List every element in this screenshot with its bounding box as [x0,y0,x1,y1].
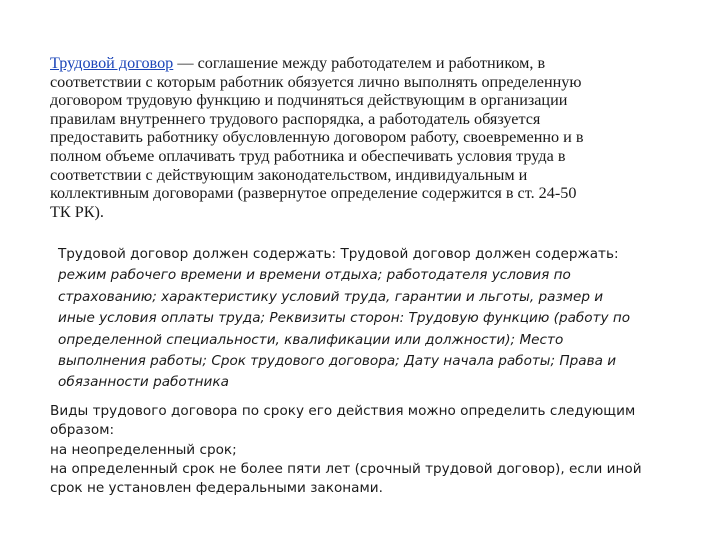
definition-line-4: правилам внутреннего трудового распорядка, а работодатель обязуется [50,109,541,128]
kinds-line-4: на определенный срок не более пяти лет (срочный трудовой договор), если иной [50,460,642,477]
contents-line-6: выполнения работы; Срок трудового договора; Дату начала работы; Права и [58,353,617,370]
definition-line-5: предоставить работнику обусловленную договором работу, своевременно и в [50,128,584,147]
definition-line-6: полном объеме оплачивать труд работника и обеспечивать условия труда в [50,146,566,165]
contract-kinds-paragraph [50,402,690,498]
kinds-line-1: Виды трудового договора по сроку его действия можно определить следующим [50,403,636,419]
contract-contents-paragraph [58,244,670,394]
definition-line-7: соответствии с действующим законодательством, индивидуальным и [50,165,528,184]
contents-line-7: обязанности работника [58,374,229,391]
contents-line-5: определенной специальности, квалификации или должности); Место [58,331,564,348]
kinds-line-5: срок не установлен федеральными законами. [50,480,383,497]
contents-line-2: режим рабочего времени и времени отдыха; работодателя условия по [58,267,571,284]
definition-line-9: ТК РК). [50,202,104,221]
definition-line-1 [50,54,670,73]
definition-line-8: коллективным договорами (развернутое определение содержится в ст. 24-50 [50,184,577,203]
kinds-line-2: образом: [50,422,115,439]
definition-line-2: соответствии с которым работник обязуется лично выполнять определенную [50,72,582,91]
contents-line-1: Трудовой договор должен содержать: Трудовой договор должен содержать: [58,246,619,262]
kinds-line-3: на неопределенный срок; [50,441,237,458]
definition-line-3: договором трудовую функцию и подчиняться действующим в организации [50,91,568,110]
definition-line-1-text: — соглашение между работодателем и работником, в [173,54,546,72]
definition-paragraph [50,54,670,221]
contents-line-4: иные условия оплаты труда; Реквизиты сторон: Трудовую функцию (работу по [58,310,631,327]
contents-line-3: страхованию; характеристику условий труда, гарантии и льготы, размер и [58,288,604,305]
term-link[interactable]: Трудовой договор [50,54,174,72]
